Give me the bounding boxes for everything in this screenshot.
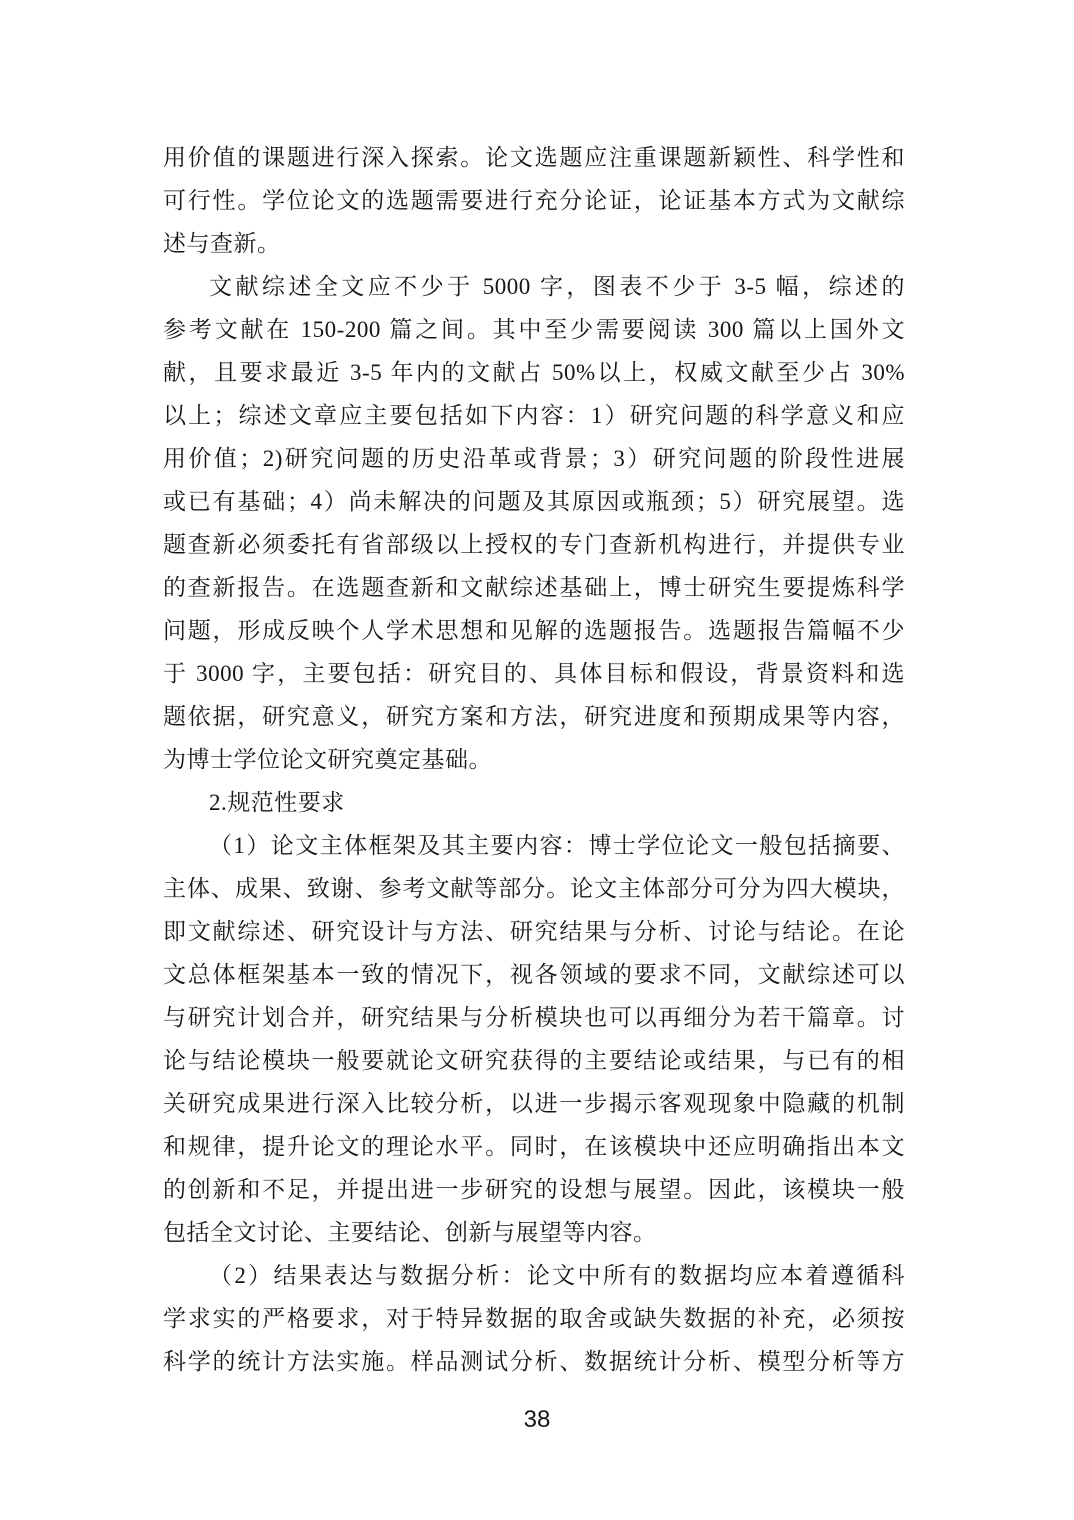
text-line: 题查新必须委托有省部级以上授权的专门查新机构进行，并提供专业 xyxy=(163,532,905,557)
text-line: 文总体框架基本一致的情况下，视各领域的要求不同，文献综述可以 xyxy=(163,962,905,987)
text-line: （1）论文主体框架及其主要内容：博士学位论文一般包括摘要、 xyxy=(209,833,905,858)
text-line: 或已有基础；4）尚未解决的问题及其原因或瓶颈；5）研究展望。选 xyxy=(163,489,905,514)
text-line: 参考文献在 150-200 篇之间。其中至少需要阅读 300 篇以上国外文 xyxy=(163,317,905,342)
text-line: 的查新报告。在选题查新和文献综述基础上，博士研究生要提炼科学 xyxy=(163,575,905,600)
text-line: 与研究计划合并，研究结果与分析模块也可以再细分为若干篇章。讨 xyxy=(163,1005,905,1030)
text-line: 包括全文讨论、主要结论、创新与展望等内容。 xyxy=(163,1220,657,1245)
text-line: 科学的统计方法实施。样品测试分析、数据统计分析、模型分析等方 xyxy=(163,1349,905,1374)
text-line: （2）结果表达与数据分析：论文中所有的数据均应本着遵循科 xyxy=(209,1263,905,1288)
text-line: 2.规范性要求 xyxy=(209,790,345,815)
text-line: 用价值；2)研究问题的历史沿革或背景；3）研究问题的阶段性进展 xyxy=(163,446,905,471)
text-line: 以上；综述文章应主要包括如下内容：1）研究问题的科学意义和应 xyxy=(163,403,905,428)
text-line: 用价值的课题进行深入探索。论文选题应注重课题新颖性、科学性和 xyxy=(163,145,905,170)
text-line: 献，且要求最近 3-5 年内的文献占 50%以上，权威文献至少占 30% xyxy=(163,360,905,385)
text-line: 关研究成果进行深入比较分析，以进一步揭示客观现象中隐藏的机制 xyxy=(163,1091,905,1116)
text-line: 问题，形成反映个人学术思想和见解的选题报告。选题报告篇幅不少 xyxy=(163,618,905,643)
text-line: 题依据，研究意义，研究方案和方法，研究进度和预期成果等内容， xyxy=(163,704,905,729)
text-line: 主体、成果、致谢、参考文献等部分。论文主体部分可分为四大模块， xyxy=(163,876,905,901)
text-line: 和规律，提升论文的理论水平。同时，在该模块中还应明确指出本文 xyxy=(163,1134,905,1159)
text-line: 文献综述全文应不少于 5000 字，图表不少于 3-5 幅，综述的 xyxy=(209,274,905,299)
text-line: 论与结论模块一般要就论文研究获得的主要结论或结果，与已有的相 xyxy=(163,1048,905,1073)
page-number: 38 xyxy=(523,1406,551,1433)
text-line: 可行性。学位论文的选题需要进行充分论证，论证基本方式为文献综 xyxy=(163,188,905,213)
text-line: 的创新和不足，并提出进一步研究的设想与展望。因此，该模块一般 xyxy=(163,1177,905,1202)
body-text xyxy=(163,136,905,1383)
text-line: 为博士学位论文研究奠定基础。 xyxy=(163,747,492,772)
text-line: 于 3000 字，主要包括：研究目的、具体目标和假设，背景资料和选 xyxy=(163,661,905,686)
text-line: 学求实的严格要求，对于特异数据的取舍或缺失数据的补充，必须按 xyxy=(163,1306,905,1331)
text-line: 即文献综述、研究设计与方法、研究结果与分析、讨论与结论。在论 xyxy=(163,919,905,944)
page-footer xyxy=(0,1406,1074,1434)
text-line: 述与查新。 xyxy=(163,231,281,256)
